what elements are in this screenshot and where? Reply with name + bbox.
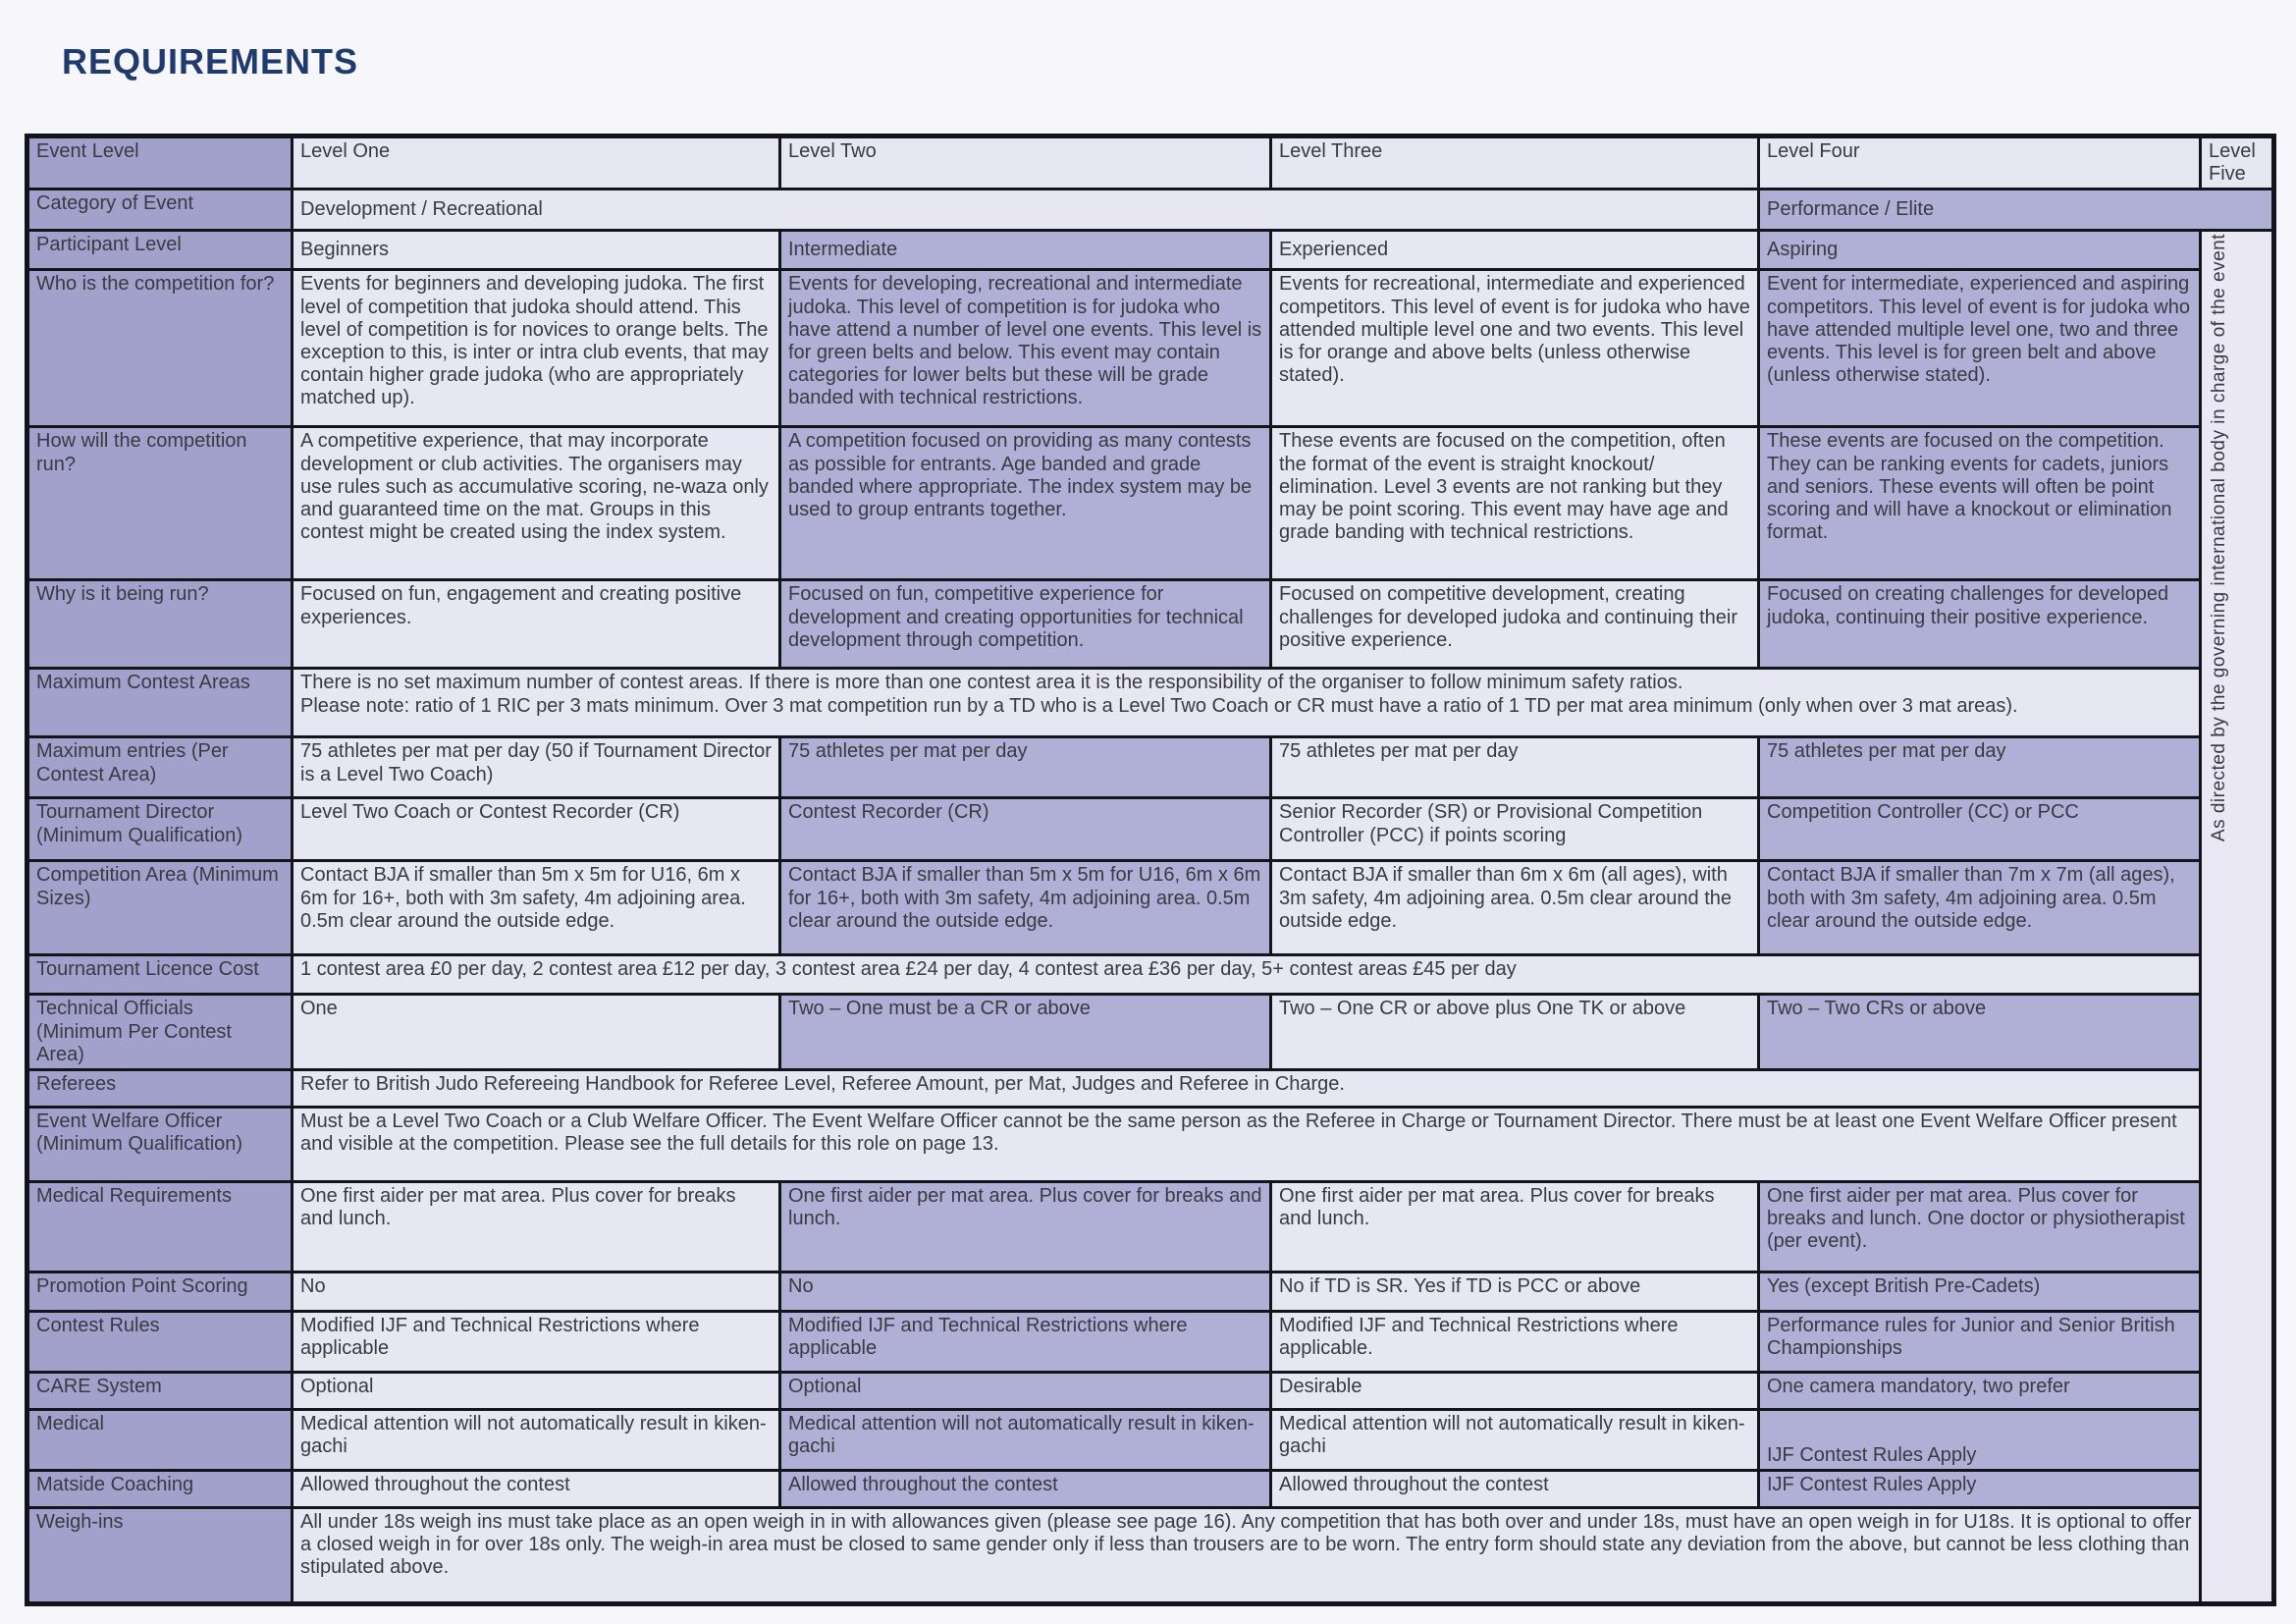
requirements-table (25, 134, 2276, 1606)
page-title: REQUIREMENTS (62, 41, 359, 81)
label-participant: Participant Level (27, 231, 293, 270)
cell-how-l1: A competitive experience, that may incorporate development or club activities. The organisers may use rules such as accumulative scoring, ne-waza only and guaranteed time on the mat. Groups in this contest might be created using the index system. (293, 427, 780, 580)
cell-medreq-l2: One first aider per mat area. Plus cover for breaks and lunch. (780, 1181, 1271, 1272)
cell-how-l3: These events are focused on the competition, often the format of the event is straight knockout/ elimination. Level 3 events are not ranking but they may be point scoring. This event may have age and grade banding with technical restrictions. (1271, 427, 1759, 580)
cell-matside-l3: Allowed throughout the contest (1271, 1470, 1759, 1507)
cell-who-l1: Events for beginners and developing judoka. The first level of competition that judoka should attend. This level of competition is for novices to orange belts. The exception to this, is inter or intra club events, that may contain higher grade judoka (who are appropriately matched up). (293, 270, 780, 427)
cell-matside-l1: Allowed throughout the contest (293, 1470, 780, 1507)
cell-who-l2: Events for developing, recreational and intermediate judoka. This level of competition is for judoka who have attend a number of level one events. This level is for green belts and below. This event may contain categories for lower belts but these will be grade banded with technical restrictions. (780, 270, 1271, 427)
cell-participant-l4: Aspiring (1759, 231, 2201, 270)
header-level-five: Level Five (2201, 136, 2274, 189)
label-tournament-director: Tournament Director (Minimum Qualification) (27, 798, 293, 861)
cell-comparea-l2: Contact BJA if smaller than 5m x 5m for U16, 6m x 6m for 16+, both with 3m safety, 4m adjoining area. 0.5m clear around the outside edge. (780, 861, 1271, 955)
cell-who-l4: Event for intermediate, experienced and aspiring competitors. This level of event is for judoka who have attended multiple level one, two and three events. This level is for green belt and above (unless otherwise stated). (1759, 270, 2201, 427)
row-category (27, 189, 2274, 231)
level-five-note-text: As directed by the governing international body in charge of the event (2209, 234, 2229, 842)
cell-why-l3: Focused on competitive development, creating challenges for developed judoka and continuing their positive experience. (1271, 580, 1759, 669)
cell-comparea-l3: Contact BJA if smaller than 6m x 6m (all ages), with 3m safety, 4m adjoining area. 0.5m clear around the outside edge. (1271, 861, 1759, 955)
row-weigh-ins (27, 1507, 2274, 1603)
cell-comparea-l4: Contact BJA if smaller than 7m x 7m (all ages), both with 3m safety, 4m adjoining area. 0.5m clear around the outside edge. (1759, 861, 2201, 955)
cell-referees: Refer to British Judo Refereeing Handbook for Referee Level, Referee Amount, per Mat, Judges and Referee in Charge. (293, 1069, 2201, 1107)
max-areas-line1: There is no set maximum number of contest areas. If there is more than one contest area it is the responsibility of the organiser to follow minimum safety ratios. (300, 672, 1683, 694)
row-referees (27, 1069, 2274, 1107)
cell-promo-l4: Yes (except British Pre-Cadets) (1759, 1272, 2201, 1311)
label-referees: Referees (27, 1069, 293, 1107)
label-welfare: Event Welfare Officer (Minimum Qualification) (27, 1107, 293, 1181)
header-level-three: Level Three (1271, 136, 1759, 189)
row-why (27, 580, 2274, 669)
cell-rules-l3: Modified IJF and Technical Restrictions where applicable. (1271, 1311, 1759, 1372)
label-medical: Medical (27, 1409, 293, 1470)
cell-max-entries-l3: 75 athletes per mat per day (1271, 737, 1759, 798)
label-medical-req: Medical Requirements (27, 1181, 293, 1272)
row-contest-rules (27, 1311, 2274, 1372)
cell-medreq-l3: One first aider per mat area. Plus cover for breaks and lunch. (1271, 1181, 1759, 1272)
label-why: Why is it being run? (27, 580, 293, 669)
cell-why-l4: Focused on creating challenges for developed judoka, continuing their positive experience. (1759, 580, 2201, 669)
cell-medreq-l1: One first aider per mat area. Plus cover for breaks and lunch. (293, 1181, 780, 1272)
label-how: How will the competition run? (27, 427, 293, 580)
cell-tech-l4: Two – Two CRs or above (1759, 995, 2201, 1070)
label-promotion: Promotion Point Scoring (27, 1272, 293, 1311)
row-care (27, 1372, 2274, 1409)
cell-max-entries-l4: 75 athletes per mat per day (1759, 737, 2201, 798)
cell-how-l2: A competition focused on providing as many contests as possible for entrants. Age banded and grade banded where appropriate. The index system may be used to group entrants together. (780, 427, 1271, 580)
cell-participant-l1: Beginners (293, 231, 780, 270)
cell-promo-l1: No (293, 1272, 780, 1311)
cell-how-l4: These events are focused on the competition. They can be ranking events for cadets, juniors and seniors. These events will often be point scoring and will have a knockout or elimination format. (1759, 427, 2201, 580)
cell-care-l4: One camera mandatory, two prefer (1759, 1372, 2201, 1409)
cell-matside-l4: IJF Contest Rules Apply (1759, 1470, 2201, 1507)
header-event-level: Event Level (27, 136, 293, 189)
cell-promo-l3: No if TD is SR. Yes if TD is PCC or above (1271, 1272, 1759, 1311)
cell-max-areas (293, 669, 2201, 737)
row-medical (27, 1409, 2274, 1470)
cell-medical-l3: Medical attention will not automatically result in kiken-gachi (1271, 1409, 1759, 1470)
header-level-one: Level One (293, 136, 780, 189)
cell-participant-l3: Experienced (1271, 231, 1759, 270)
cell-care-l2: Optional (780, 1372, 1271, 1409)
cell-rules-l2: Modified IJF and Technical Restrictions where applicable (780, 1311, 1271, 1372)
row-tech-officials (27, 995, 2274, 1070)
cell-tdir-l4: Competition Controller (CC) or PCC (1759, 798, 2201, 861)
cell-category-perf: Performance / Elite (1759, 189, 2274, 231)
cell-medical-l4: IJF Contest Rules Apply (1759, 1409, 2201, 1470)
label-tech-officials: Technical Officials (Minimum Per Contest Area) (27, 995, 293, 1070)
cell-tdir-l1: Level Two Coach or Contest Recorder (CR) (293, 798, 780, 861)
cell-max-entries-l1: 75 athletes per mat per day (50 if Tournament Director is a Level Two Coach) (293, 737, 780, 798)
cell-max-entries-l2: 75 athletes per mat per day (780, 737, 1271, 798)
row-welfare (27, 1107, 2274, 1181)
cell-rules-l1: Modified IJF and Technical Restrictions where applicable (293, 1311, 780, 1372)
header-row (27, 136, 2274, 189)
cell-rules-l4: Performance rules for Junior and Senior British Championships (1759, 1311, 2201, 1372)
row-competition-area (27, 861, 2274, 955)
cell-level-five-note (2201, 231, 2274, 1604)
label-weigh-ins: Weigh-ins (27, 1507, 293, 1603)
cell-matside-l2: Allowed throughout the contest (780, 1470, 1271, 1507)
cell-tech-l3: Two – One CR or above plus One TK or above (1271, 995, 1759, 1070)
label-category: Category of Event (27, 189, 293, 231)
row-who (27, 270, 2274, 427)
row-max-entries (27, 737, 2274, 798)
row-matside (27, 1470, 2274, 1507)
cell-medical-l1: Medical attention will not automatically result in kiken-gachi (293, 1409, 780, 1470)
cell-why-l2: Focused on fun, competitive experience for development and creating opportunities for technical development through competition. (780, 580, 1271, 669)
cell-tdir-l3: Senior Recorder (SR) or Provisional Competition Controller (PCC) if points scoring (1271, 798, 1759, 861)
cell-promo-l2: No (780, 1272, 1271, 1311)
label-care: CARE System (27, 1372, 293, 1409)
row-tournament-director (27, 798, 2274, 861)
label-max-entries: Maximum entries (Per Contest Area) (27, 737, 293, 798)
row-promotion (27, 1272, 2274, 1311)
cell-tdir-l2: Contest Recorder (CR) (780, 798, 1271, 861)
cell-tech-l1: One (293, 995, 780, 1070)
row-licence (27, 955, 2274, 995)
max-areas-line2: Please note: ratio of 1 RIC per 3 mats minimum. Over 3 mat competition run by a TD who is a Level Two Coach or CR must have a ratio of 1 TD per mat area minimum (only when over 3 mat areas). (300, 694, 2018, 717)
label-who: Who is the competition for? (27, 270, 293, 427)
cell-care-l3: Desirable (1271, 1372, 1759, 1409)
header-level-two: Level Two (780, 136, 1271, 189)
cell-licence: 1 contest area £0 per day, 2 contest area £12 per day, 3 contest area £24 per day, 4 contest area £36 per day, 5+ contest areas £45 per day (293, 955, 2201, 995)
label-matside: Matside Coaching (27, 1470, 293, 1507)
cell-comparea-l1: Contact BJA if smaller than 5m x 5m for U16, 6m x 6m for 16+, both with 3m safety, 4m adjoining area. 0.5m clear around the outside edge. (293, 861, 780, 955)
cell-who-l3: Events for recreational, intermediate and experienced competitors. This level of event is for judoka who have attended multiple level one and two events. This level is for orange and above belts (unless otherwise stated). (1271, 270, 1759, 427)
label-max-areas: Maximum Contest Areas (27, 669, 293, 737)
cell-category-dev: Development / Recreational (293, 189, 1759, 231)
cell-welfare: Must be a Level Two Coach or a Club Welfare Officer. The Event Welfare Officer cannot be the same person as the Referee in Charge or Tournament Director. There must be at least one Event Welfare Officer present and visible at the competition. Please see the full details for this role on page 13. (293, 1107, 2201, 1181)
row-participant (27, 231, 2274, 270)
row-max-areas (27, 669, 2274, 737)
label-licence: Tournament Licence Cost (27, 955, 293, 995)
label-competition-area: Competition Area (Minimum Sizes) (27, 861, 293, 955)
row-medical-req (27, 1181, 2274, 1272)
cell-weigh-ins: All under 18s weigh ins must take place as an open weigh in in with allowances given (please see page 16). Any competition that has both over and under 18s, must have an open weigh in for U18s. It is optional to offer a closed weigh in for over 18s only. The weigh-in area must be closed to same gender only if less than trousers are to be worn. The entry form should state any deviation from the above, but cannot be less clothing than stipulated above. (293, 1507, 2201, 1603)
cell-tech-l2: Two – One must be a CR or above (780, 995, 1271, 1070)
cell-care-l1: Optional (293, 1372, 780, 1409)
cell-medical-l2: Medical attention will not automatically result in kiken-gachi (780, 1409, 1271, 1470)
cell-medreq-l4: One first aider per mat area. Plus cover for breaks and lunch. One doctor or physiotherapist (per event). (1759, 1181, 2201, 1272)
label-contest-rules: Contest Rules (27, 1311, 293, 1372)
header-level-four: Level Four (1759, 136, 2201, 189)
cell-participant-l2: Intermediate (780, 231, 1271, 270)
cell-why-l1: Focused on fun, engagement and creating positive experiences. (293, 580, 780, 669)
row-how (27, 427, 2274, 580)
